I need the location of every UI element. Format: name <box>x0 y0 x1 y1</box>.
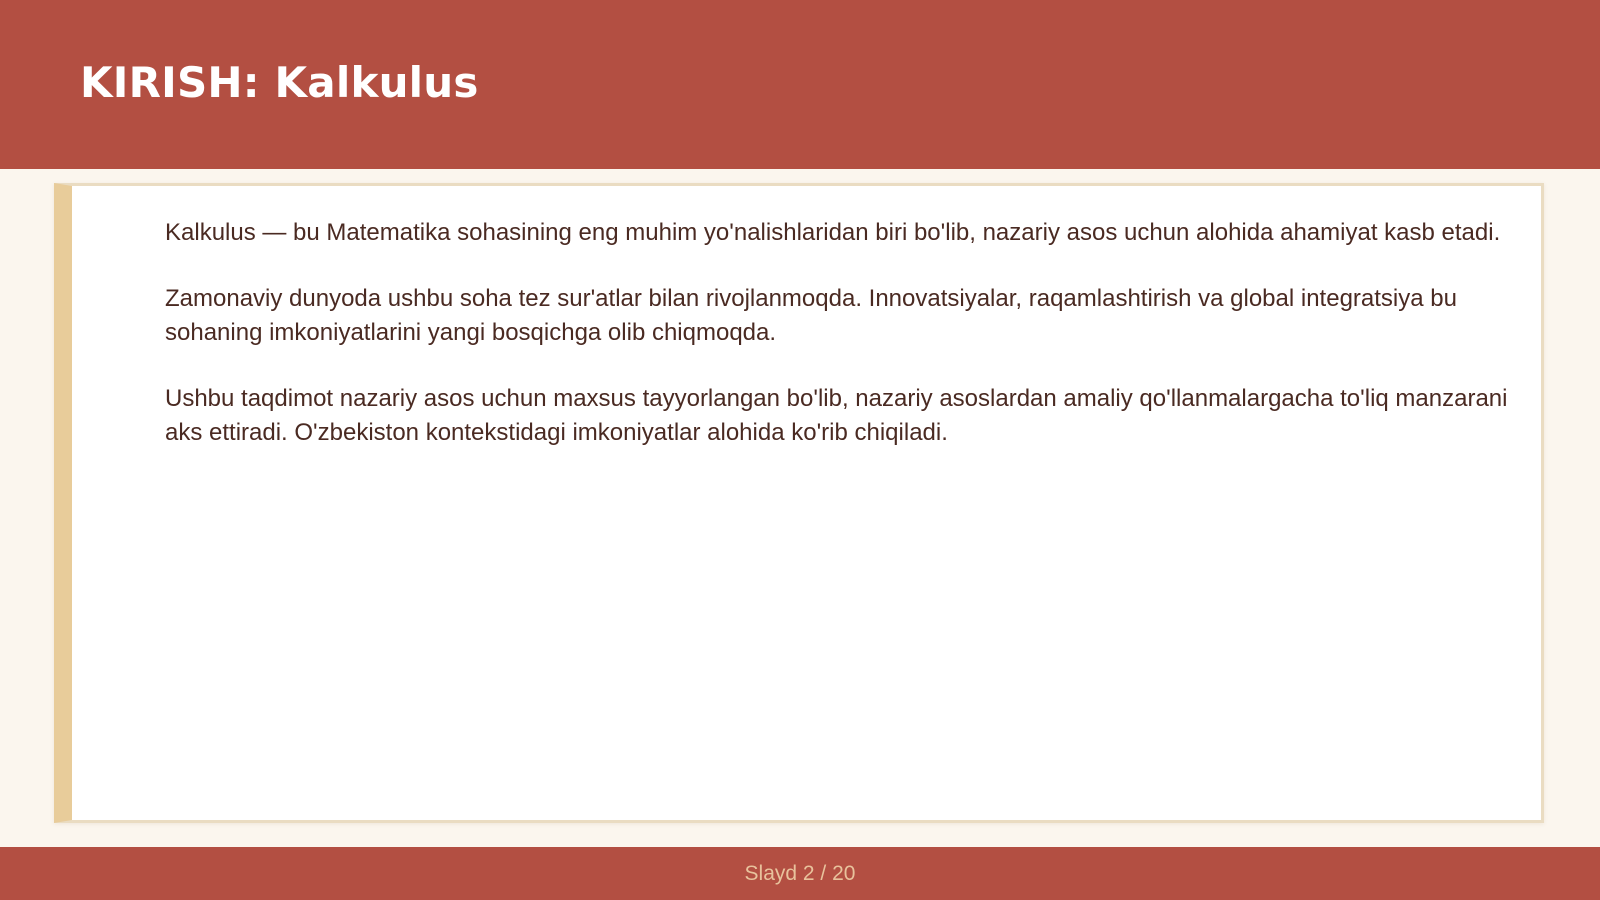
content-text <box>165 216 1535 482</box>
paragraph-modern-development: Zamonaviy dunyoda ushbu soha tez sur'atlar bilan rivojlanmoqda. Innovatsiyalar, raqamlashtirish va global integratsiya bu sohaning imkoniyatlarini yangi bosqichga olib chiqmoqda. <box>165 285 1457 346</box>
content-card <box>54 183 1544 823</box>
slide-footer <box>0 847 1600 900</box>
paragraph-presentation-purpose: Ushbu taqdimot nazariy asos uchun maxsus tayyorlangan bo'lib, nazariy asoslardan amaliy qo'llanmalargacha to'liq manzarani aks ettiradi. O'zbekiston kontekstidagi imkoniyatlar alohida ko'rib chiqiladi. <box>165 385 1508 446</box>
slide-title: KIRISH: Kalkulus <box>80 58 479 107</box>
slide-header <box>0 0 1600 169</box>
paragraph-introduction: Kalkulus — bu Matematika sohasining eng muhim yo'nalishlaridan biri bo'lib, nazariy asos uchun alohida ahamiyat kasb etadi. <box>165 219 1501 246</box>
slide-counter: Slayd 2 / 20 <box>744 862 856 885</box>
